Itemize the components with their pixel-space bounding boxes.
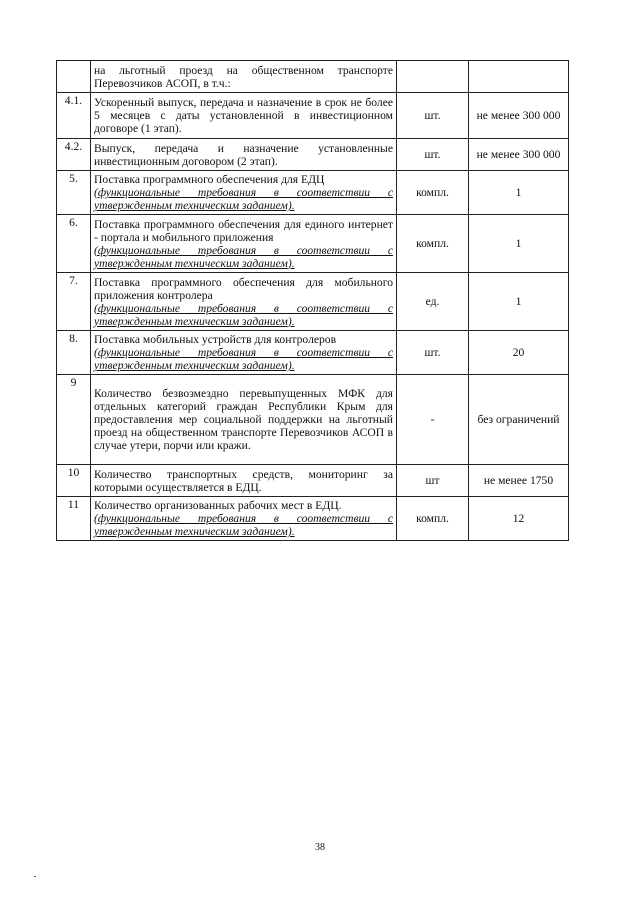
row-description <box>91 375 397 465</box>
table-row <box>57 171 569 215</box>
row-unit: ед. <box>397 273 469 331</box>
table-row <box>57 61 569 93</box>
table-row <box>57 215 569 273</box>
row-unit: компл. <box>397 497 469 541</box>
row-number <box>57 61 91 93</box>
row-description-text: Количество транспортных средств, мониторинг за которыми осуществляется в ЕДЦ. <box>94 467 393 494</box>
row-unit: шт. <box>397 139 469 171</box>
row-number: 10 <box>57 465 91 497</box>
row-description <box>91 215 397 273</box>
row-quantity: не менее 1750 <box>469 465 569 497</box>
row-description-text: Поставка мобильных устройств для контролеров <box>94 333 337 346</box>
row-quantity: 12 <box>469 497 569 541</box>
row-requirements-note: (функциональные требования в соответствии с утвержденным техническим заданием). <box>94 346 393 372</box>
row-unit: компл. <box>397 215 469 273</box>
row-unit: компл. <box>397 171 469 215</box>
table-row <box>57 139 569 171</box>
specification-table <box>56 60 569 541</box>
row-requirements-note: (функциональные требования в соответствии с утвержденным техническим заданием). <box>94 512 393 538</box>
row-description-text: на льготный проезд на общественном транспорте Перевозчиков АСОП, в т.ч.: <box>94 63 393 90</box>
row-number: 5. <box>57 171 91 215</box>
table-row <box>57 273 569 331</box>
row-quantity: 1 <box>469 273 569 331</box>
row-quantity: 1 <box>469 215 569 273</box>
row-unit: шт <box>397 465 469 497</box>
table-row <box>57 497 569 541</box>
row-description-text: Выпуск, передача и назначение установленные инвестиционным договором (2 этап). <box>94 141 393 168</box>
row-quantity: 20 <box>469 331 569 375</box>
scan-speck <box>34 876 36 877</box>
row-unit: шт. <box>397 331 469 375</box>
row-description-text: Количество безвозмездно перевыпущенных МФК для отдельных категорий граждан Республики Крым для предоставления мер социальной поддержки на льготный проезд на общественном транспорте Перевозчиков АСОП в случае утери, порчи или кражи. <box>94 387 393 452</box>
row-unit: - <box>397 375 469 465</box>
row-description-text: Поставка программного обеспечения для единого интернет - портала и мобильного приложения <box>94 217 393 244</box>
row-quantity <box>469 61 569 93</box>
row-requirements-note: (функциональные требования в соответствии с утвержденным техническим заданием). <box>94 243 393 270</box>
table-row <box>57 93 569 139</box>
row-description <box>91 139 397 171</box>
row-quantity: не менее 300 000 <box>469 93 569 139</box>
row-description <box>91 93 397 139</box>
row-quantity: не менее 300 000 <box>469 139 569 171</box>
row-number: 4.2. <box>57 139 91 171</box>
row-unit: шт. <box>397 93 469 139</box>
row-quantity: без ограничений <box>469 375 569 465</box>
row-description <box>91 273 397 331</box>
row-requirements-note: (функциональные требования в соответствии с утвержденным техническим заданием). <box>94 301 393 328</box>
row-number: 9 <box>57 375 91 465</box>
row-description <box>91 171 397 215</box>
row-description <box>91 497 397 541</box>
row-description-text: Ускоренный выпуск, передача и назначение в срок не более 5 месяцев с даты установленной в инвестиционном договоре (1 этап). <box>94 96 393 135</box>
row-description-text: Количество организованных рабочих мест в ЕДЦ. <box>94 499 342 512</box>
row-number: 8. <box>57 331 91 375</box>
row-number: 6. <box>57 215 91 273</box>
row-requirements-note: (функциональные требования в соответствии с утвержденным техническим заданием). <box>94 186 393 212</box>
row-description <box>91 61 397 93</box>
row-number: 11 <box>57 497 91 541</box>
table-row <box>57 331 569 375</box>
row-number: 7. <box>57 273 91 331</box>
row-description <box>91 465 397 497</box>
table-row <box>57 375 569 465</box>
row-description-text: Поставка программного обеспечения для ЕДЦ <box>94 173 325 186</box>
row-description-text: Поставка программного обеспечения для мобильного приложения контролера <box>94 275 393 302</box>
row-description <box>91 331 397 375</box>
row-quantity: 1 <box>469 171 569 215</box>
row-unit <box>397 61 469 93</box>
row-number: 4.1. <box>57 93 91 139</box>
page-number: 38 <box>315 842 325 853</box>
table-row <box>57 465 569 497</box>
